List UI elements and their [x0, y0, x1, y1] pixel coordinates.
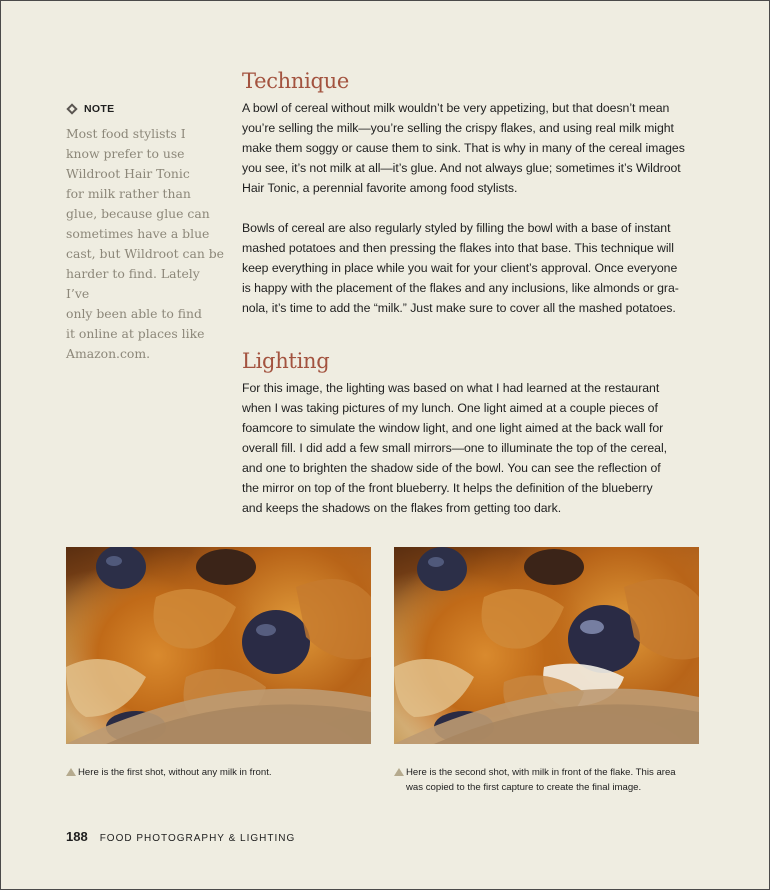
running-title: FOOD PHOTOGRAPHY & LIGHTING: [99, 833, 296, 844]
page-number: 188: [66, 829, 88, 844]
cereal-photo-second-art: [394, 547, 699, 744]
diamond-icon: [66, 103, 77, 114]
triangle-icon: [66, 768, 76, 776]
caption-first: [66, 765, 366, 780]
cereal-photo-second: [394, 547, 699, 744]
technique-paragraph-1: A bowl of cereal without milk wouldn’t be very appetizing, but that doesn’t mean you’re selling the milk—you’re selling the crispy flakes, and using real milk might make them soggy or cause them to sink. That is why in many of the cereal images you see, it’s not milk at all—it’s glue. And not always glue; sometimes it’s Wildroot Hair Tonic, a perennial favorite among food stylists.: [242, 101, 685, 195]
technique-heading: Technique: [242, 69, 350, 93]
cereal-photo-first: [66, 547, 371, 744]
lighting-heading: Lighting: [242, 349, 330, 373]
page-footer: [66, 829, 295, 844]
lighting-paragraph: For this image, the lighting was based on what I had learned at the restaurant when I was taking pictures of my lunch. One light aimed at a couple pieces of foamcore to simulate the window light, and one light aimed at the back wall for overall fill. I did add a few small mirrors—one to illuminate the top of the cereal, and one to brighten the shadow side of the bowl. You can see the reflection of the mirror on top of the front blueberry. It helps the definition of the blueberry and keeps the shadows on the flakes from getting too dark.: [242, 381, 668, 515]
triangle-icon: [394, 768, 404, 776]
caption-second-text: Here is the second shot, with milk in front of the flake. This area was copied to the first capture to create the final image.: [406, 767, 676, 793]
note-header: [66, 102, 226, 116]
note-text: Most food stylists I know prefer to use Wildroot Hair Tonic for milk rather than glue, because glue can sometimes have a blue cast, but Wildroot can be harder to find. Lately I’ve only been able to find it online at places like Amazon.com.: [66, 126, 225, 361]
note-label: NOTE: [84, 103, 115, 115]
note-sidebar: [66, 102, 226, 364]
technique-paragraph-2: Bowls of cereal are also regularly styled by filling the bowl with a base of instant mashed potatoes and then pressing the flakes into that base. This technique will keep everything in place while you wait for your client’s approval. Once everyone is happy with the placement of the flakes and any inclusions, like almonds or gra- nola, it’s time to add the “milk.” Just make sure to cover all the mashed potatoes.: [242, 221, 679, 315]
caption-first-text: Here is the first shot, without any milk in front.: [78, 767, 272, 778]
cereal-photo-first-art: [66, 547, 371, 744]
caption-second: [394, 765, 699, 795]
